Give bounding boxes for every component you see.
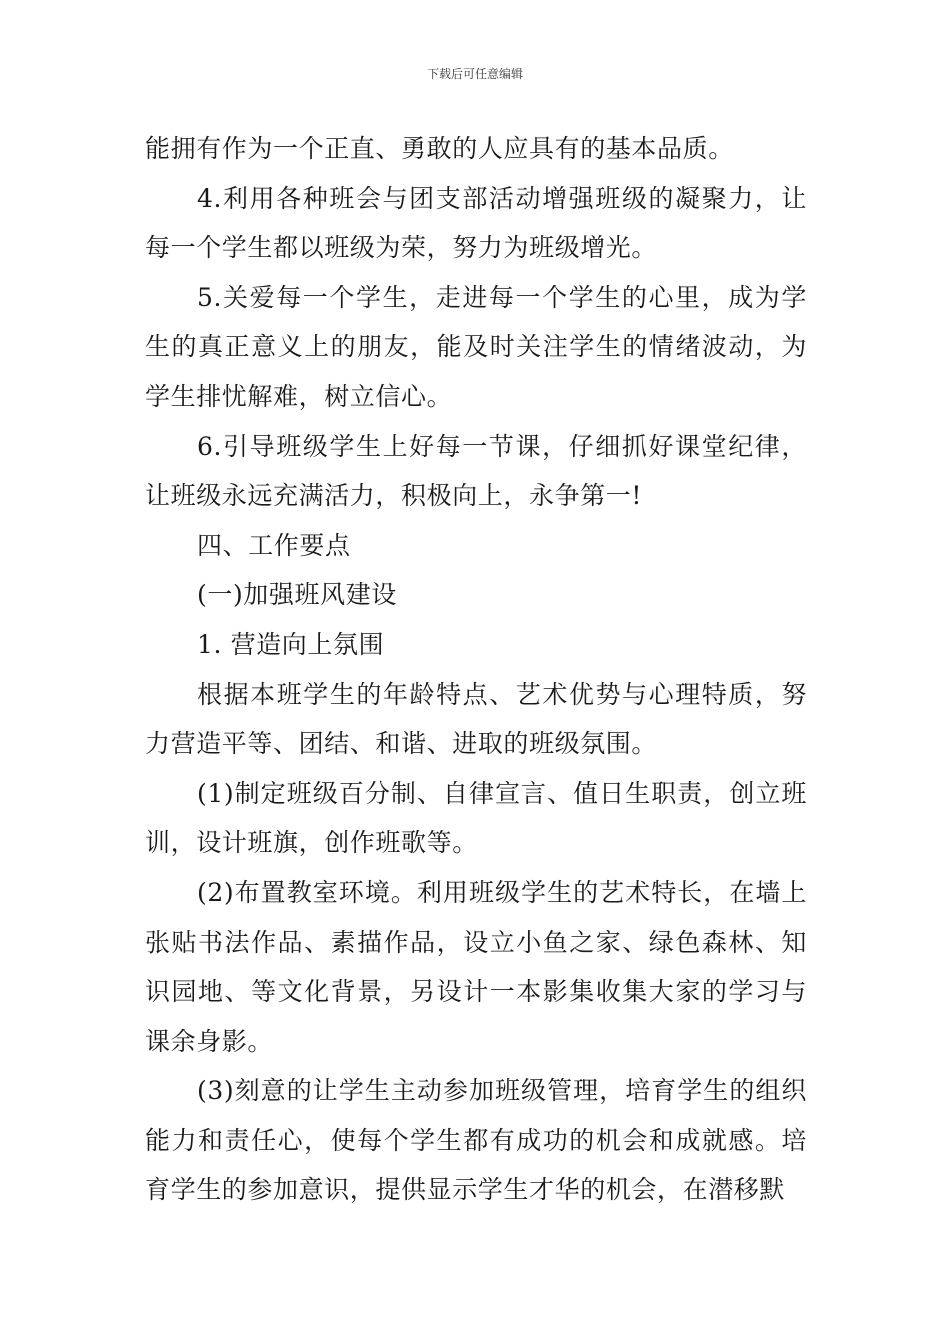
paragraph-3: 5.关爱每一个学生，走进每一个学生的心里，成为学生的真正意义上的朋友，能及时关注学生的情绪波动，为学生排忧解难，树立信心。: [145, 282, 807, 411]
item-heading: 1. 营造向上氛围: [197, 629, 385, 659]
paragraph-1: 能拥有作为一个正直、勇敢的人应具有的基本品质。: [145, 134, 734, 163]
section-heading: 四、工作要点: [197, 530, 351, 560]
paragraph-11: (3)刻意的让学生主动参加班级管理，培育学生的组织能力和责任心，使每个学生都有成功的机会和成就感。培育学生的参加意识，提供显示学生才华的机会，在潜移默: [145, 1076, 807, 1205]
paragraph-10: (2)布置教室环境。利用班级学生的艺术特长，在墙上张贴书法作品、素描作品，设立小鱼之家、绿色森林、知识园地、等文化背景，另设计一本影集收集大家的学习与课余身影。: [145, 877, 807, 1056]
paragraph-8: 根据本班学生的年龄特点、艺术优势与心理特质，努力营造平等、团结、和谐、进取的班级氛围。: [145, 679, 807, 759]
paragraph-2: 4.利用各种班会与团支部活动增强班级的凝聚力，让每一个学生都以班级为荣，努力为班级增光。: [145, 183, 807, 263]
page-header: 下载后可任意编辑: [426, 67, 523, 81]
document-body: [145, 124, 807, 1215]
paragraph-9: (1)制定班级百分制、自律宣言、值日生职责，创立班训，设计班旗，创作班歌等。: [145, 778, 807, 858]
paragraph-4: 6.引导班级学生上好每一节课，仔细抓好课堂纪律，让班级永远充满活力，积极向上，永争第一!: [145, 431, 807, 511]
subsection-heading: (一)加强班风建设: [197, 580, 397, 610]
